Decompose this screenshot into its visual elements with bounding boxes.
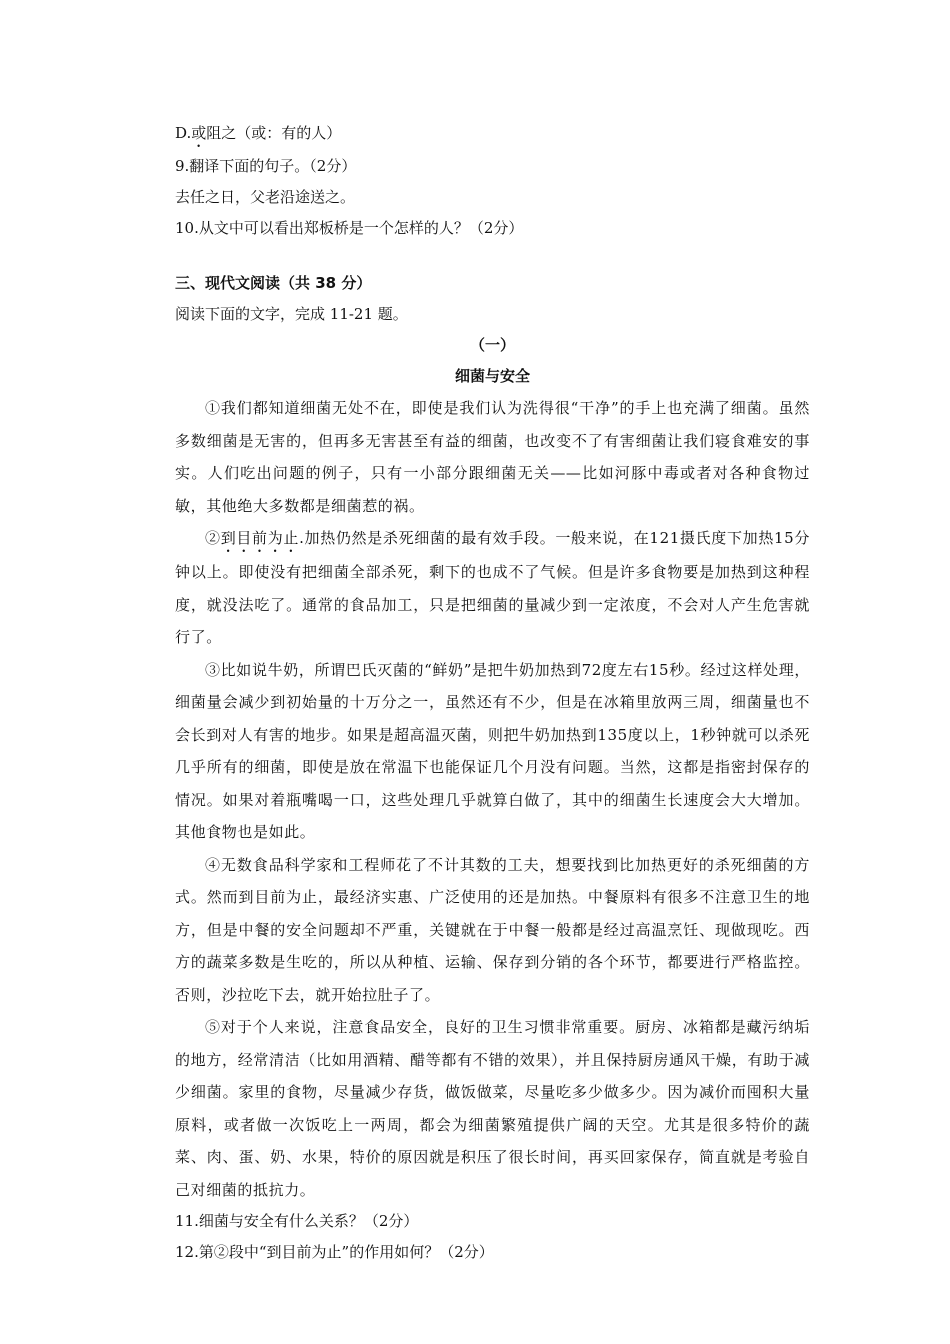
paragraph-2-emphasis: 到目前为止 xyxy=(220,529,300,547)
paragraph-1: ①我们都知道细菌无处不在，即使是我们认为洗得很“干净”的手上也充满了细菌。虽然多数细菌是无害的，但再多无害甚至有益的细菌，也改变不了有害细菌让我们寝食难安的事实。人们吃出问题的例子，只有一小部分跟细菌无关——比如河豚中毒或者对各种食物过敏，其他绝大多数都是细菌惹的祸。 xyxy=(175,399,810,515)
reading-instruction: 阅读下面的文字，完成 11-21 题。 xyxy=(175,305,408,323)
paragraph-2-prefix: ② xyxy=(205,529,221,547)
paragraph-2 xyxy=(175,522,810,654)
option-d-emphasis: 或 xyxy=(191,124,207,142)
passage-number: （一） xyxy=(469,336,515,354)
paragraph-2-rest: .加热仍然是杀死细菌的最有效手段。一般来说，在121摄氏度下加热15分钟以上。即使没有把细菌全部杀死，剩下的也成不了气候。但是许多食物要是加热到这种程度，就没法吃了。通常的食品加工，只是把细菌的量减少到一定浓度，不会对人产生危害就行了。 xyxy=(175,529,810,646)
section-heading: 三、现代文阅读（共 38 分） xyxy=(175,274,372,292)
exam-page xyxy=(175,118,810,1268)
question-9: 9.翻译下面的句子。（2分） xyxy=(175,157,357,175)
article-title: 细菌与安全 xyxy=(454,367,530,385)
paragraph-4: ④无数食品科学家和工程师花了不计其数的工夫，想要找到比加热更好的杀死细菌的方式。然而到目前为止，最经济实惠、广泛使用的还是加热。中餐原料有很多不注意卫生的地方，但是中餐的安全问题却不严重，关键就在于中餐一般都是经过高温烹饪、现做现吃。西方的蔬菜多数是生吃的，所以从种植、运输、保存到分销的各个环节，都要进行严格监控。否则，沙拉吃下去，就开始拉肚子了。 xyxy=(175,855,810,1004)
option-d xyxy=(175,118,810,151)
paragraph-5: ⑤对于个人来说，注意食品安全，良好的卫生习惯非常重要。厨房、冰箱都是藏污纳垢的地方，经常清洁（比如用酒精、醋等都有不错的效果），并且保持厨房通风干燥，有助于减少细菌。家里的食物，尽量减少存货，做饭做菜，尽量吃多少做多少。因为减价而囤积大量原料，或者做一次饭吃上一两周，都会为细菌繁殖提供广阔的天空。尤其是很多特价的蔬菜、肉、蛋、奶、水果，特价的原因就是积压了很长时间，再买回家保存，简直就是考验自己对细菌的抵抗力。 xyxy=(175,1018,810,1199)
question-10: 10.从文中可以看出郑板桥是一个怎样的人？（2分） xyxy=(175,219,524,237)
option-d-rest: 阻之（或：有的人） xyxy=(206,124,342,142)
question-12: 12.第②段中“到目前为止”的作用如何？（2分） xyxy=(175,1243,494,1261)
paragraph-3: ③比如说牛奶，所谓巴氏灭菌的“鲜奶”是把牛奶加热到72度左右15秒。经过这样处理，细菌量会减少到初始量的十万分之一，虽然还有不少，但是在冰箱里放两三周，细菌量也不会长到对人有害的地步。如果是超高温灭菌，则把牛奶加热到135度以上，1秒钟就可以杀死几乎所有的细菌，即使是放在常温下也能保证几个月没有问题。当然，这都是指密封保存的情况。如果对着瓶嘴喝一口，这些处理几乎就算白做了，其中的细菌生长速度会大大增加。其他食物也是如此。 xyxy=(175,660,810,841)
option-d-prefix: D. xyxy=(175,124,192,142)
question-11: 11.细菌与安全有什么关系？（2分） xyxy=(175,1212,419,1230)
question-9-sentence: 去任之日，父老沿途送之。 xyxy=(175,188,356,206)
